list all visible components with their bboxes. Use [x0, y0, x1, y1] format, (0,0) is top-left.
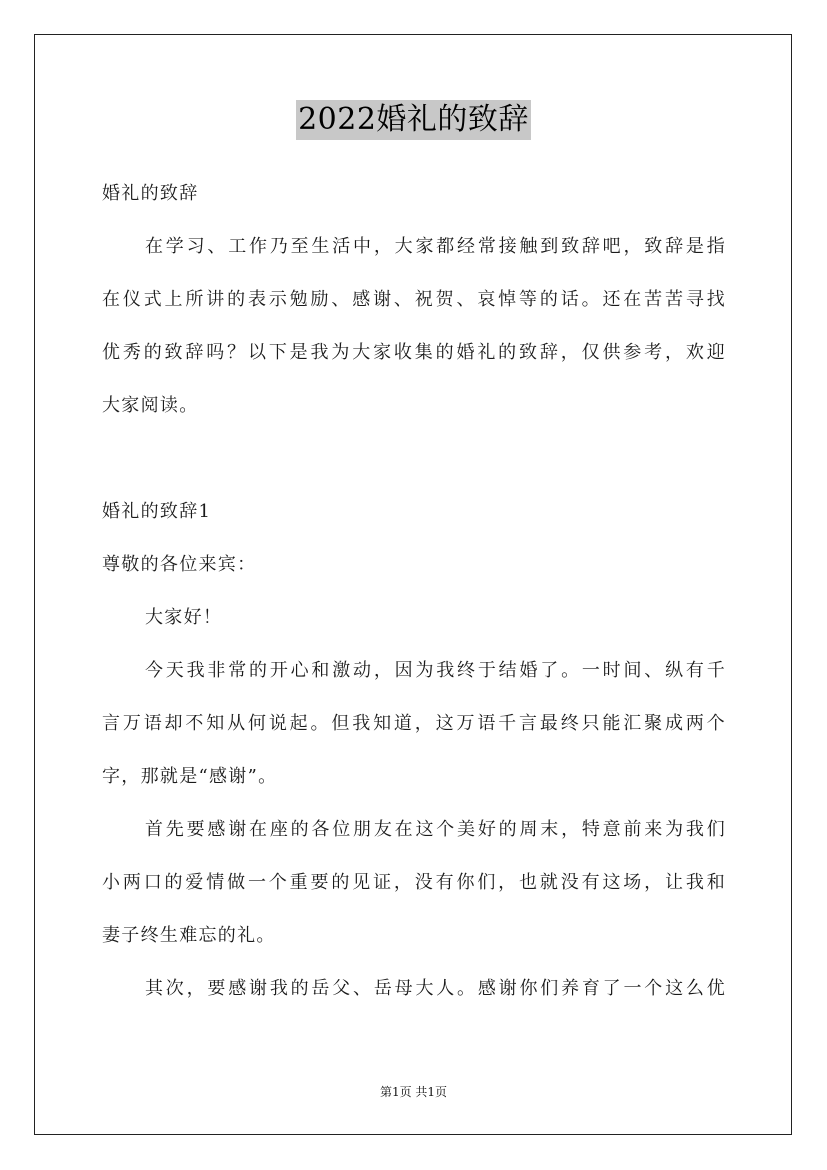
document-title: 2022婚礼的致辞 — [296, 100, 531, 140]
salutation: 尊敬的各位来宾： — [102, 554, 257, 575]
section-heading: 婚礼的致辞1 — [102, 501, 212, 522]
paragraph-3 — [102, 962, 726, 1015]
paragraph-line: 字，那就是“感谢”。 — [102, 766, 278, 787]
intro-paragraph — [102, 220, 726, 432]
page-footer — [0, 1084, 827, 1100]
paragraph-line: 今天我非常的开心和激动，因为我终于结婚了。一时间、纵有千 — [145, 660, 726, 681]
blank-line — [102, 432, 726, 485]
title-container — [0, 100, 827, 140]
greeting: 大家好！ — [145, 607, 223, 628]
intro-line: 优秀的致辞吗？以下是我为大家收集的婚礼的致辞，仅供参考，欢迎 — [102, 342, 726, 363]
paragraph-line: 妻子终生难忘的礼。 — [102, 925, 276, 946]
page-number: 第1页 共1页 — [379, 1085, 448, 1099]
subtitle: 婚礼的致辞 — [102, 183, 199, 204]
paragraph-line: 其次，要感谢我的岳父、岳母大人。感谢你们养育了一个这么优 — [145, 978, 726, 999]
intro-line: 大家阅读。 — [102, 395, 199, 416]
paragraph-line: 言万语却不知从何说起。但我知道，这万语千言最终只能汇聚成两个 — [102, 713, 726, 734]
paragraph-line: 首先要感谢在座的各位朋友在这个美好的周末，特意前来为我们 — [145, 819, 726, 840]
intro-line: 在仪式上所讲的表示勉励、感谢、祝贺、哀悼等的话。还在苦苦寻找 — [102, 289, 726, 310]
paragraph-1 — [102, 644, 726, 803]
intro-line: 在学习、工作乃至生活中，大家都经常接触到致辞吧，致辞是指 — [145, 236, 726, 257]
paragraph-line: 小两口的爱情做一个重要的见证，没有你们，也就没有这场，让我和 — [102, 872, 726, 893]
document-body — [102, 167, 726, 1015]
paragraph-2 — [102, 803, 726, 962]
